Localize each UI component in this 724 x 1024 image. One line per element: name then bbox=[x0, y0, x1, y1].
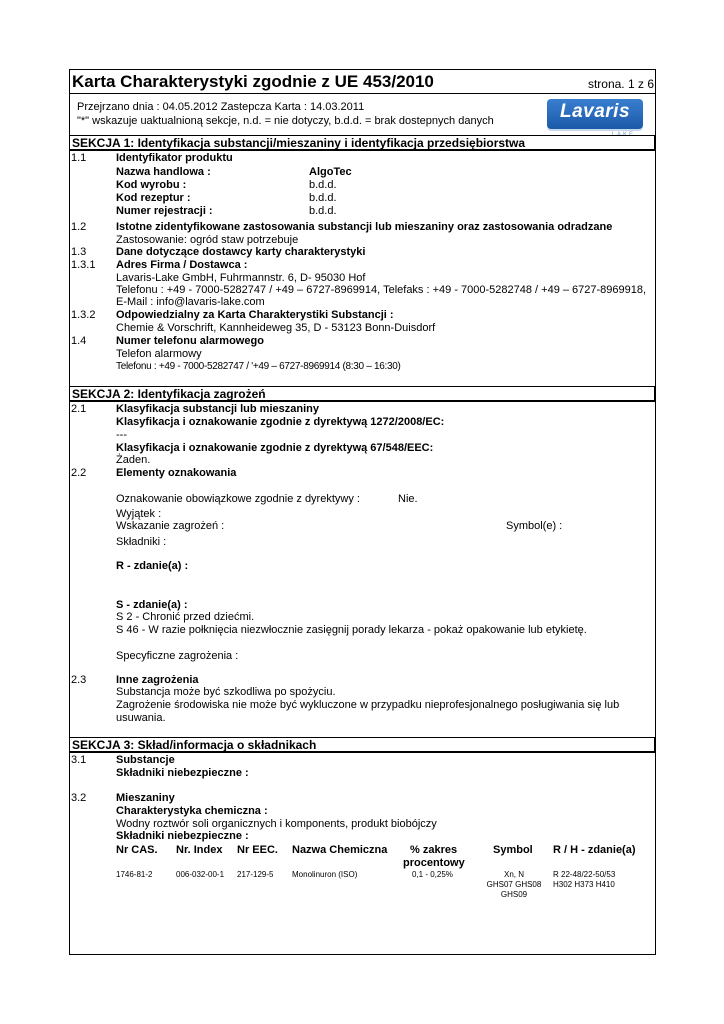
specific-hazards-label: Specyficzne zagrożenia : bbox=[116, 650, 239, 662]
uses-text: Zastosowanie: ogród staw potrzebuje bbox=[116, 234, 299, 246]
cell-eec: 217-129-5 bbox=[237, 870, 274, 879]
chemical-characteristics-title: Charakterystyka chemiczna : bbox=[116, 805, 268, 817]
revision-date: Przejrzano dnia : 04.05.2012 Zastepcza Karta : 14.03.2011 bbox=[77, 101, 365, 113]
r-phrases-title: R - zdanie(a) : bbox=[116, 560, 189, 572]
hazardous-ingredients-title: Składniki niebezpieczne : bbox=[116, 830, 249, 842]
section-number: 1.2 bbox=[71, 221, 87, 233]
ingredients-label: Składniki : bbox=[116, 536, 167, 548]
substances-title: Substancje bbox=[116, 754, 175, 766]
section-number: 2.1 bbox=[71, 403, 87, 415]
email-line: E-Mail : info@lavaris-lake.com bbox=[116, 296, 265, 308]
supplier-title: Dane dotyczące dostawcy karty charakterystyki bbox=[116, 246, 366, 258]
cell-cas: 1746-81-2 bbox=[116, 870, 153, 879]
mandatory-value: Nie. bbox=[398, 493, 418, 505]
section-number: 3.1 bbox=[71, 754, 87, 766]
s46-phrase: S 46 - W razie połknięcia niezwłocznie zasięgnij porady lekarza - pokaż opakowanie lub etykietę. bbox=[116, 624, 587, 636]
exception-label: Wyjątek : bbox=[116, 508, 162, 520]
col-header-symbol: Symbol bbox=[493, 844, 533, 856]
s2-phrase: S 2 - Chronić przed dziećmi. bbox=[116, 611, 255, 623]
logo-subtext: LAKE bbox=[611, 132, 635, 138]
other-hazards-line: Substancja może być szkodliwa po spożyciu. bbox=[116, 686, 336, 698]
section-1-heading: SEKCJA 1: Identyfikacja substancji/mieszaniny i identyfikacja przedsiębiorstwa bbox=[69, 135, 656, 151]
abbreviation-legend: "*" wskazuje uaktualnioną sekcje, n.d. = nie dotyczy, b.d.d. = brak dostepnych danych bbox=[77, 115, 494, 127]
hazardous-ingredients-label: Składniki niebezpieczne : bbox=[116, 767, 249, 779]
emergency-title: Numer telefonu alarmowego bbox=[116, 335, 264, 347]
section-number: 1.3.1 bbox=[71, 259, 96, 271]
section-number: 2.2 bbox=[71, 467, 87, 479]
document-title: Karta Charakterystyki zgodnie z UE 453/2010 bbox=[72, 72, 434, 91]
section-2-heading: SEKCJA 2: Identyfikacja zagrożeń bbox=[69, 386, 656, 402]
uses-title: Istotne zidentyfikowane zastosowania substancji lub mieszaniny oraz zastosowania odradzane bbox=[116, 221, 613, 233]
section-number: 3.2 bbox=[71, 792, 87, 804]
col-header-eec: Nr EEC. bbox=[237, 844, 278, 856]
section-3-heading: SEKCJA 3: Skład/informacja o składnikach bbox=[69, 737, 656, 753]
other-hazards-line: Zagrożenie środowiska nie może być wykluczone w przypadku nieprofesjonalnego posługiwania się lub bbox=[116, 699, 620, 711]
symbols-label: Symbol(e) : bbox=[506, 520, 563, 532]
product-code-label: Kod wyrobu : bbox=[116, 179, 187, 191]
col-header-chemical-name: Nazwa Chemiczna bbox=[292, 844, 388, 856]
responsible-title: Odpowiedzialny za Karta Charakterystiki Substancji : bbox=[116, 309, 394, 321]
trade-name-value: AlgoTec bbox=[309, 166, 352, 178]
section-number: 1.3.2 bbox=[71, 309, 96, 321]
col-header-index: Nr. Index bbox=[176, 844, 223, 856]
address-line: Lavaris-Lake GmbH, Fuhrmannstr. 6, D- 95030 Hof bbox=[116, 272, 366, 284]
trade-name-label: Nazwa handlowa : bbox=[116, 166, 211, 178]
emergency-label: Telefon alarmowy bbox=[116, 348, 202, 360]
col-header-cas: Nr CAS. bbox=[116, 844, 158, 856]
section-number: 1.4 bbox=[71, 335, 87, 347]
dsd-value: Żaden. bbox=[116, 454, 151, 466]
col-header-range-2: procentowy bbox=[403, 857, 465, 869]
page-number: strona. 1 z 6 bbox=[587, 77, 654, 91]
chemical-characteristics-text: Wodny roztwór soli organicznych i komponents, produkt biobójczy bbox=[116, 818, 437, 830]
recipe-code-value: b.d.d. bbox=[309, 192, 337, 204]
clp-title: Klasyfikacja i oznakowanie zgodnie z dyrektywą 1272/2008/EC: bbox=[116, 416, 445, 428]
registration-value: b.d.d. bbox=[309, 205, 337, 217]
label-elements-title: Elementy oznakowania bbox=[116, 467, 237, 479]
lavaris-logo bbox=[547, 99, 643, 138]
cell-symbol: GHS07 GHS08 bbox=[486, 880, 542, 889]
mandatory-label: Oznakowanie obowiązkowe zgodnie z dyrektywy : bbox=[116, 493, 360, 505]
logo-text: Lavaris bbox=[559, 101, 631, 122]
cell-index: 006-032-00-1 bbox=[176, 870, 225, 879]
phone-line: Telefonu : +49 - 7000-5282747 / +49 – 6727-8969914, Telefaks : +49 - 7000-5282748 / +49 – 6727-8969918, bbox=[116, 284, 647, 296]
registration-label: Numer rejestracji : bbox=[116, 205, 213, 217]
cell-range: 0,1 - 0,25% bbox=[412, 870, 453, 879]
other-hazards-line: usuwania. bbox=[116, 712, 166, 724]
product-code-value: b.d.d. bbox=[309, 179, 337, 191]
cell-symbol: GHS09 bbox=[500, 890, 528, 899]
clp-value: --- bbox=[116, 429, 127, 441]
col-header-rh-phrases: R / H - zdanie(a) bbox=[553, 844, 636, 856]
cell-rh-phrases: H302 H373 H410 bbox=[553, 880, 615, 889]
section-number: 2.3 bbox=[71, 674, 87, 686]
section-number: 1.3 bbox=[71, 246, 87, 258]
hazard-indication-label: Wskazanie zagrożeń : bbox=[116, 520, 225, 532]
product-identifier-title: Identyfikator produktu bbox=[116, 152, 233, 164]
emergency-phone: Telefonu : +49 - 7000-5282747 / '+49 – 6727-8969914 (8:30 – 16:30) bbox=[116, 361, 401, 372]
section-number: 1.1 bbox=[71, 152, 87, 164]
cell-rh-phrases: R 22-48/22-50/53 bbox=[553, 870, 616, 879]
col-header-range: % zakres bbox=[410, 844, 458, 856]
mixtures-title: Mieszaniny bbox=[116, 792, 175, 804]
recipe-code-label: Kod rezeptur : bbox=[116, 192, 191, 204]
cell-symbol: Xn, N bbox=[503, 870, 524, 879]
address-title: Adres Firma / Dostawca : bbox=[116, 259, 248, 271]
responsible-text: Chemie & Vorschrift, Kannheideweg 35, D - 53123 Bonn-Duisdorf bbox=[116, 322, 436, 334]
other-hazards-title: Inne zagrożenia bbox=[116, 674, 199, 686]
classification-title: Klasyfikacja substancji lub mieszaniny bbox=[116, 403, 319, 415]
header-divider bbox=[69, 93, 656, 94]
dsd-title: Klasyfikacja i oznakowanie zgodnie z dyrektywą 67/548/EEC: bbox=[116, 442, 434, 454]
s-phrases-title: S - zdanie(a) : bbox=[116, 599, 188, 611]
cell-chemical-name: Monolinuron (ISO) bbox=[292, 870, 358, 879]
